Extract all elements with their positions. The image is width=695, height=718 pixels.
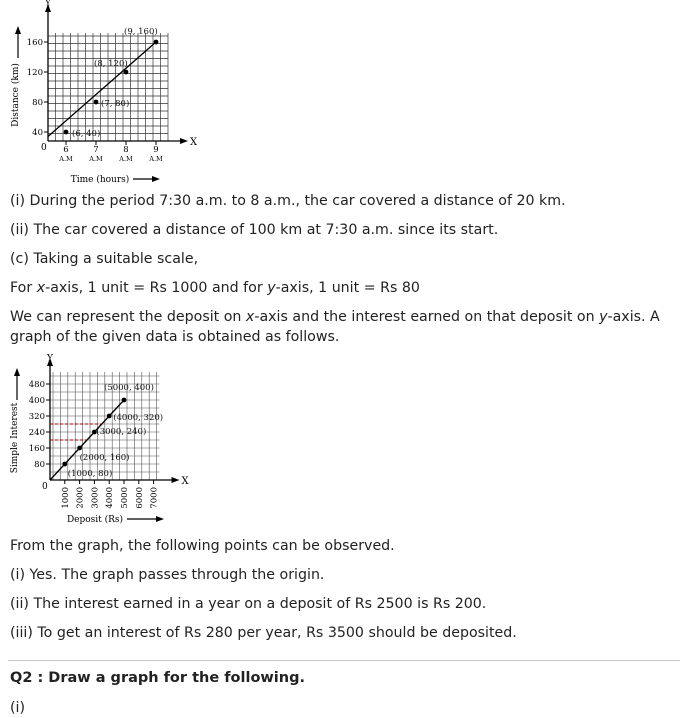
y-tick-label: 160 bbox=[28, 444, 45, 454]
point-label: (4000, 320) bbox=[113, 413, 164, 423]
answer-line-9: (iii) To get an interest of Rs 280 per year, Rs 3500 should be deposited. bbox=[10, 625, 517, 641]
y-tick-label: 40 bbox=[32, 128, 43, 138]
x-tick-label: 5000 bbox=[120, 487, 130, 509]
y-title-arrow-head bbox=[15, 26, 21, 34]
y-axis-letter: Y bbox=[47, 354, 53, 364]
question-heading: Q2 : Draw a graph for the following. bbox=[10, 670, 305, 686]
origin-label: 0 bbox=[42, 482, 48, 492]
y-tick-label: 240 bbox=[28, 428, 45, 438]
x-axis-title: Deposit (Rs) bbox=[66, 515, 124, 525]
distance-time-graph bbox=[0, 0, 200, 190]
x-tick-label: 8 bbox=[123, 145, 129, 155]
x-tick-sublabel: A.M bbox=[59, 155, 73, 163]
data-point bbox=[77, 446, 82, 451]
answer-line-4: For x-axis, 1 unit = Rs 1000 and for y-axis, 1 unit = Rs 80 bbox=[10, 280, 420, 296]
y-tick-label: 400 bbox=[28, 396, 45, 406]
x-tick-label: 6000 bbox=[134, 487, 145, 509]
y-axis-letter: Y bbox=[45, 0, 51, 9]
x-tick-label: 7000 bbox=[149, 487, 160, 509]
answer-line-6: From the graph, the following points can be observed. bbox=[10, 538, 395, 554]
data-point bbox=[122, 398, 127, 403]
x-axis-arrow bbox=[180, 138, 188, 144]
x-axis-letter: X bbox=[181, 476, 189, 487]
point-label: (1000, 80) bbox=[67, 469, 113, 479]
x-title-arrow-head bbox=[156, 516, 164, 522]
x-title-arrow-head bbox=[152, 176, 160, 182]
y-tick-label: 160 bbox=[26, 38, 43, 48]
point-label: (6, 40) bbox=[72, 129, 101, 139]
sub-question-label: (i) bbox=[10, 700, 26, 716]
origin-label: 0 bbox=[41, 143, 47, 153]
x-tick-label: 3000 bbox=[90, 487, 101, 509]
data-point bbox=[64, 130, 69, 135]
point-label: (5000, 400) bbox=[104, 383, 154, 393]
x-tick-label: 7 bbox=[93, 145, 99, 155]
point-label: (3000, 240) bbox=[96, 427, 147, 437]
x-tick-label: 1000 bbox=[60, 487, 71, 509]
answer-line-7: (i) Yes. The graph passes through the origin. bbox=[10, 567, 325, 583]
y-tick-label: 120 bbox=[26, 68, 43, 78]
answer-line-3: (c) Taking a suitable scale, bbox=[10, 251, 199, 267]
answer-line-2: (ii) The car covered a distance of 100 km at 7:30 a.m. since its start. bbox=[10, 222, 499, 238]
y-tick-label: 80 bbox=[34, 460, 45, 470]
interest-deposit-graph bbox=[0, 352, 200, 532]
data-point bbox=[94, 100, 99, 105]
y-tick-label: 320 bbox=[28, 412, 45, 422]
point-label: (2000, 160) bbox=[79, 453, 130, 463]
x-tick-sublabel: A.M bbox=[149, 155, 163, 163]
data-point bbox=[154, 40, 159, 45]
y-title-arrow-head bbox=[14, 368, 20, 376]
y-axis-title: Simple Interest bbox=[10, 402, 20, 474]
x-tick-label: 9 bbox=[153, 145, 159, 155]
data-point bbox=[62, 462, 67, 467]
data-point bbox=[107, 414, 112, 419]
y-tick-label: 80 bbox=[32, 98, 43, 108]
section-divider bbox=[8, 660, 680, 661]
data-line bbox=[48, 42, 156, 137]
x-tick-label: 4000 bbox=[105, 487, 116, 509]
data-point bbox=[124, 70, 129, 75]
point-label: (8, 120) bbox=[94, 59, 128, 69]
x-axis-letter: X bbox=[190, 137, 198, 148]
x-axis-title: Time (hours) bbox=[70, 175, 130, 185]
answer-line-1: (i) During the period 7:30 a.m. to 8 a.m., the car covered a distance of 20 km. bbox=[10, 193, 566, 209]
y-axis-title: Distance (km) bbox=[11, 63, 21, 127]
answer-line-8: (ii) The interest earned in a year on a deposit of Rs 2500 is Rs 200. bbox=[10, 596, 487, 612]
point-label: (9, 160) bbox=[124, 27, 158, 37]
x-tick-sublabel: A.M bbox=[119, 155, 133, 163]
x-tick-label: 2000 bbox=[75, 487, 86, 509]
point-label: (7, 80) bbox=[101, 99, 130, 109]
x-tick-label: 6 bbox=[63, 145, 69, 155]
answer-line-5: We can represent the deposit on x-axis and the interest earned on that deposit on y-axis. A graph of the given data is obtained as follows. bbox=[10, 309, 660, 345]
y-tick-label: 480 bbox=[28, 380, 45, 390]
x-axis-arrow bbox=[172, 477, 180, 483]
x-tick-sublabel: A.M bbox=[89, 155, 103, 163]
